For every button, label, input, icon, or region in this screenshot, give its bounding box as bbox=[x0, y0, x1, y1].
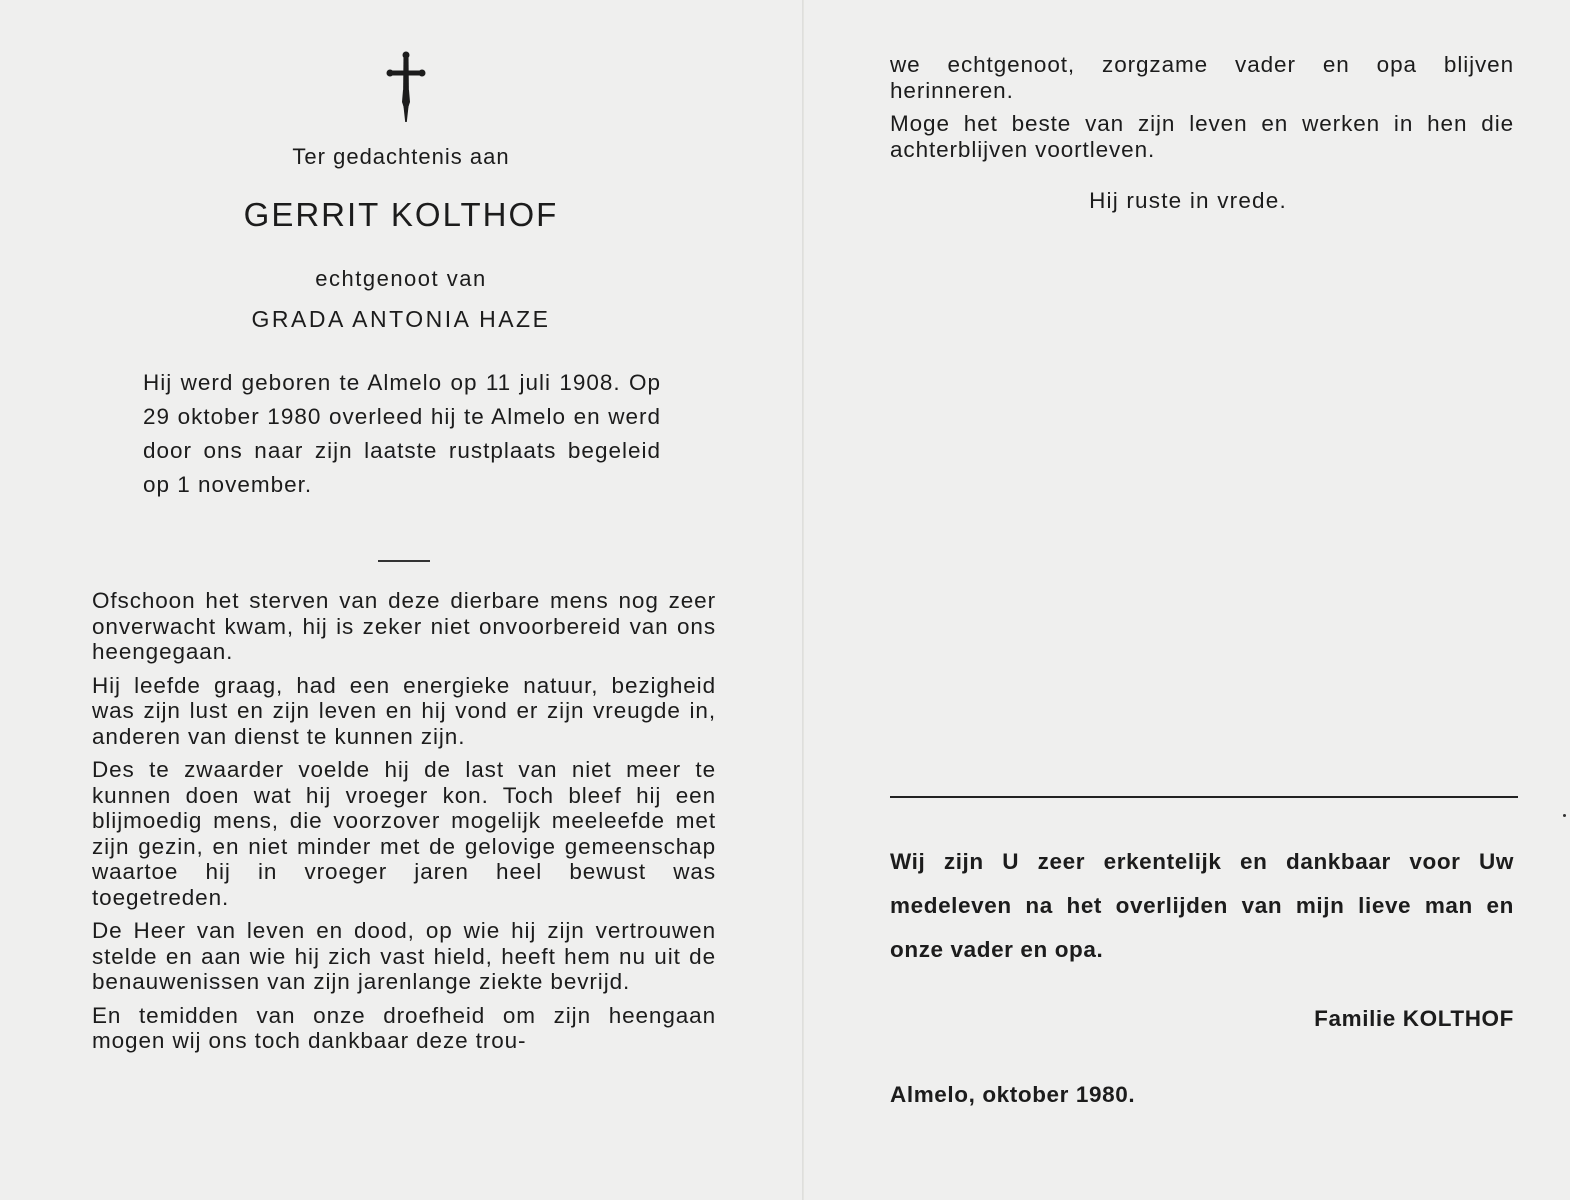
paragraph: we echtgenoot, zorgzame vader en opa blijven herinneren. bbox=[890, 52, 1514, 103]
paragraph: De Heer van leven en dood, op wie hij zijn vertrouwen stelde en aan wie hij zich vast hield, heeft hem nu uit de benauwenissen van zijn jarenlange ziekte bevrijd. bbox=[92, 918, 716, 994]
speck bbox=[1563, 814, 1566, 817]
separator-line bbox=[890, 796, 1518, 798]
paragraph: En temidden van onze droefheid om zijn heengaan mogen wij ons toch dankbaar deze trou- bbox=[92, 1002, 716, 1053]
rest-in-peace-text: Hij ruste in vrede. bbox=[1089, 188, 1287, 213]
biography-text: Hij werd geboren te Almelo op 11 juli 1908. Op 29 oktober 1980 overleed hij te Almelo en werd door ons naar zijn laatste rustplaats begeleid op 1 november. bbox=[143, 370, 661, 497]
memorial-text bbox=[92, 588, 716, 1062]
deceased-name: GERRIT KOLTHOF bbox=[243, 196, 559, 233]
spouse-name: GRADA ANTONIA HAZE bbox=[251, 306, 551, 332]
continuation-text bbox=[890, 52, 1514, 170]
latin-cross-icon bbox=[384, 50, 428, 124]
paragraph: Ofschoon het sterven van deze dierbare mens nog zeer onverwacht kwam, hij is zeker niet onvoorbereid van ons heengegaan. bbox=[92, 588, 716, 664]
paragraph: Moge het beste van zijn leven en werken in hen die achterblijven voortleven. bbox=[890, 111, 1514, 162]
thanks-text: Wij zijn U zeer erkentelijk en dankbaar voor Uw medeleven na het overlijden van mijn lieve man en onze vader en opa. bbox=[890, 849, 1514, 962]
paragraph: Hij leefde graag, had een energieke natuur, bezigheid was zijn lust en zijn leven en hij vond er zijn vreugde in, anderen van dienst te kunnen zijn. bbox=[92, 672, 716, 749]
divider bbox=[378, 560, 430, 562]
spouse-label: echtgenoot van bbox=[315, 266, 487, 291]
right-page bbox=[806, 0, 1570, 1200]
intro-text: Ter gedachtenis aan bbox=[292, 144, 510, 169]
family-signature: Familie KOLTHOF bbox=[1314, 1006, 1514, 1031]
paragraph: Des te zwaarder voelde hij de last van niet meer te kunnen doen wat hij vroeger kon. Toch bleef hij een blijmoedig mens, die voorzover mogelijk meeleefde met zijn gezin, en niet minder met de gelovige gemeenschap waartoe hij in vroeger jaren heel bewust was toegetreden. bbox=[92, 757, 716, 910]
card-fold bbox=[802, 0, 804, 1200]
place-date: Almelo, oktober 1980. bbox=[890, 1082, 1136, 1107]
scan-margin bbox=[1570, 0, 1596, 1200]
